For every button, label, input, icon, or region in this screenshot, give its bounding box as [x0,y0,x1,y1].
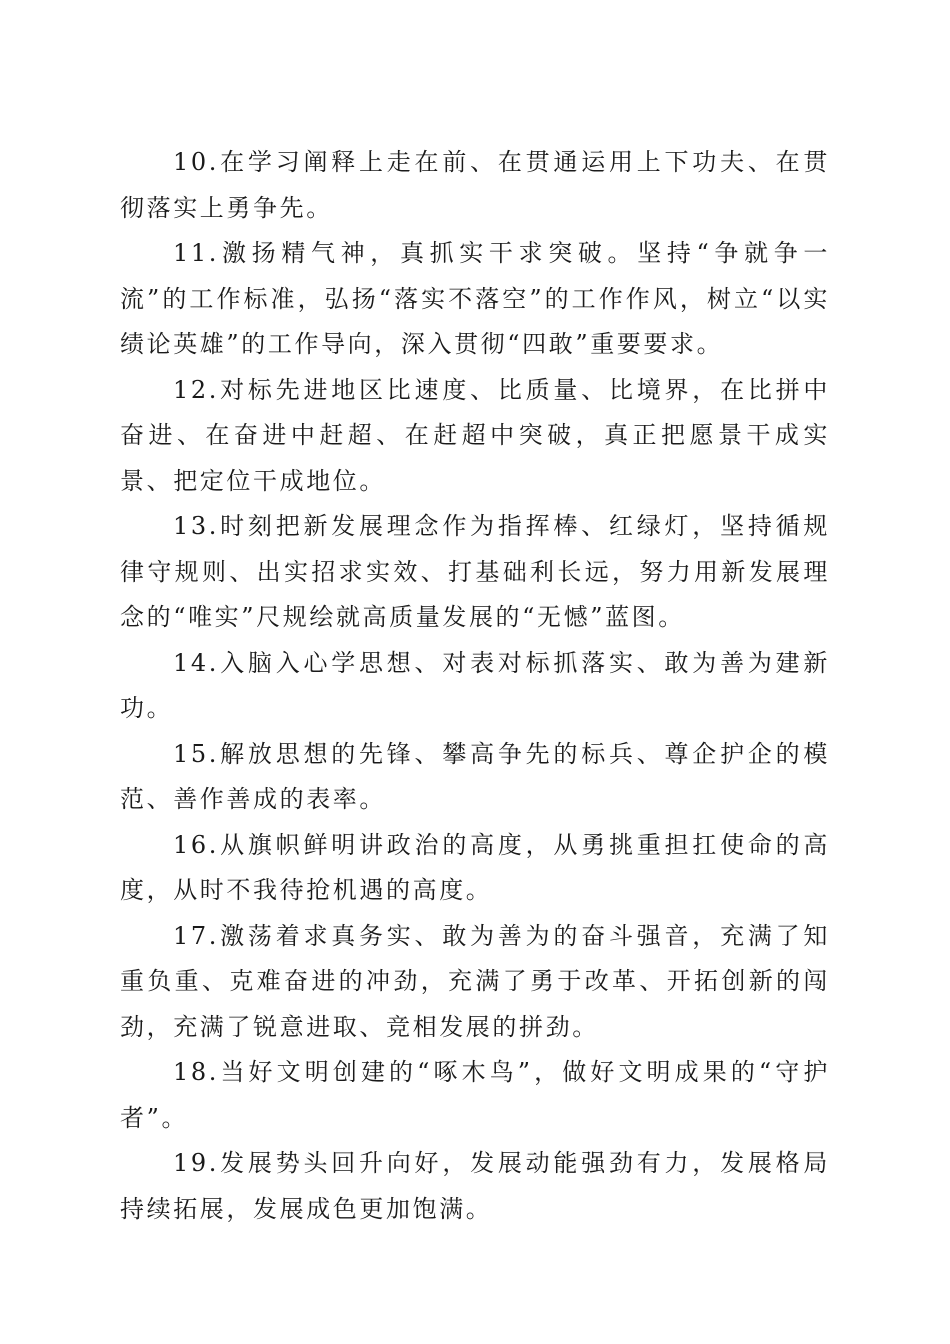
paragraph-12: 12.对标先进地区比速度、比质量、比境界，在比拼中奋进、在奋进中赶超、在赶超中突破，真正把愿景干成实景、把定位干成地位。 [120,375,830,495]
paragraph-19: 19.发展势头回升向好，发展动能强劲有力，发展格局持续拓展，发展成色更加饱满。 [120,1149,830,1223]
paragraph-16: 16.从旗帜鲜明讲政治的高度，从勇挑重担扛使命的高度，从时不我待抢机遇的高度。 [120,830,830,904]
paragraph-17: 17.激荡着求真务实、敢为善为的奋斗强音，充满了知重负重、克难奋进的冲劲，充满了勇于改革、开拓创新的闯劲，充满了锐意进取、竞相发展的拼劲。 [120,921,830,1041]
paragraph-13: 13.时刻把新发展理念作为指挥棒、红绿灯，坚持循规律守规则、出实招求实效、打基础利长远，努力用新发展理念的“唯实”尺规绘就高质量发展的“无憾”蓝图。 [120,512,830,631]
paragraph-15: 15.解放思想的先锋、攀高争先的标兵、尊企护企的模范、善作善成的表率。 [120,739,830,813]
paragraph-10: 10.在学习阐释上走在前、在贯通运用上下功夫、在贯彻落实上勇争先。 [120,148,830,222]
paragraph-11: 11.激扬精气神，真抓实干求突破。坚持“争就争一流”的工作标准，弘扬“落实不落空”的工作作风，树立“以实绩论英雄”的工作导向，深入贯彻“四敢”重要要求。 [120,239,830,358]
paragraph-18: 18.当好文明创建的“啄木鸟”，做好文明成果的“守护者”。 [120,1058,830,1132]
paragraph-14: 14.入脑入心学思想、对表对标抓落实、敢为善为建新功。 [120,648,830,722]
document-page [120,140,830,1232]
